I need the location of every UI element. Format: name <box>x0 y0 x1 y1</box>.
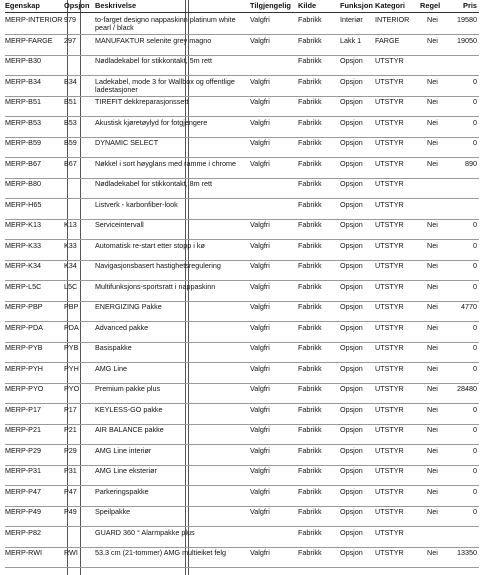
cell-opsjon: P17 <box>64 404 77 414</box>
cell-kategori: UTSTYR <box>375 466 404 475</box>
cell-pris: 0 <box>473 363 477 373</box>
header-pris: Pris <box>463 1 477 10</box>
cell-tilgjengelig: Valgfri <box>250 486 270 496</box>
cell-kilde: Fabrikk <box>298 158 322 168</box>
cell-beskrivelse: Nødladekabel for stikkontakt, 5m rett <box>95 56 213 65</box>
cell-tilgjengelig: Valgfri <box>250 76 270 86</box>
cell-kilde: Fabrikk <box>298 425 322 434</box>
cell-tilgjengelig: Valgfri <box>250 507 270 516</box>
cell-kategori: UTSTYR <box>375 158 404 168</box>
cell-pris: 0 <box>473 404 477 414</box>
cell-egenskap: MERP-P17 <box>5 404 41 414</box>
header-kategori: Kategori <box>375 1 405 10</box>
cell-pris: 0 <box>473 76 477 86</box>
header-rule <box>5 12 479 13</box>
cell-kilde: Fabrikk <box>298 15 322 24</box>
cell-opsjon: B51 <box>64 97 77 106</box>
cell-beskrivelse: Automatisk re-start etter stopp i kø <box>95 240 205 250</box>
cell-beskrivelse: to-farget designo nappaskinn platinum white pearl / black <box>95 15 236 33</box>
cell-kilde: Fabrikk <box>298 281 322 291</box>
cell-beskrivelse: Speilpakke <box>95 507 131 516</box>
cell-egenskap: MERP-P21 <box>5 425 41 434</box>
cell-opsjon: B53 <box>64 117 77 127</box>
cell-egenskap: MERP-PDA <box>5 322 43 332</box>
cell-egenskap: MERP-K34 <box>5 261 41 270</box>
cell-funksjon: Opsjon <box>340 138 363 147</box>
cell-tilgjengelig: Valgfri <box>250 138 270 147</box>
cell-pris: 0 <box>473 281 477 291</box>
cell-opsjon: RWI <box>64 548 78 557</box>
cell-beskrivelse: Akustisk kjøretøylyd for fotgjengere <box>95 117 208 127</box>
cell-funksjon: Opsjon <box>340 363 363 373</box>
cell-kilde: Fabrikk <box>298 199 322 209</box>
cell-pris: 0 <box>473 97 477 106</box>
cell-kategori: INTERIOR <box>375 15 410 24</box>
cell-kilde: Fabrikk <box>298 240 322 250</box>
cell-regel: Nei <box>427 507 438 516</box>
cell-beskrivelse: AIR BALANCE pakke <box>95 425 164 434</box>
cell-regel: Nei <box>427 15 438 24</box>
cell-funksjon: Opsjon <box>340 76 363 86</box>
cell-kategori: UTSTYR <box>375 363 404 373</box>
cell-pris: 0 <box>473 343 477 352</box>
cell-kilde: Fabrikk <box>298 117 322 127</box>
cell-funksjon: Opsjon <box>340 466 363 475</box>
row-rule <box>5 34 479 35</box>
row-rule <box>5 75 479 76</box>
cell-opsjon: K13 <box>64 220 77 229</box>
cell-regel: Nei <box>427 486 438 496</box>
cell-kilde: Fabrikk <box>298 76 322 86</box>
cell-kilde: Fabrikk <box>298 322 322 332</box>
row-rule <box>5 403 479 404</box>
cell-egenskap: MERP-P31 <box>5 466 41 475</box>
cell-kategori: UTSTYR <box>375 425 404 434</box>
cell-kategori: UTSTYR <box>375 548 404 557</box>
cell-beskrivelse: Multifunksjons-sportsratt i nappaskinn <box>95 281 216 291</box>
cell-tilgjengelig: Valgfri <box>250 322 270 332</box>
cell-pris: 28480 <box>457 384 477 393</box>
cell-kategori: UTSTYR <box>375 527 404 537</box>
cell-beskrivelse: DYNAMIC SELECT <box>95 138 159 147</box>
cell-kilde: Fabrikk <box>298 404 322 414</box>
cell-opsjon: PYO <box>64 384 80 393</box>
row-rule <box>5 116 479 117</box>
cell-kilde: Fabrikk <box>298 343 322 352</box>
cell-kilde: Fabrikk <box>298 363 322 373</box>
cell-tilgjengelig: Valgfri <box>250 281 270 291</box>
cell-regel: Nei <box>427 158 438 168</box>
cell-pris: 0 <box>473 138 477 147</box>
cell-pris: 0 <box>473 220 477 229</box>
cell-egenskap: MERP-P49 <box>5 507 41 516</box>
cell-egenskap: MERP-B53 <box>5 117 41 127</box>
cell-egenskap: MERP-INTERIOR <box>5 15 63 24</box>
cell-kategori: UTSTYR <box>375 56 404 65</box>
cell-tilgjengelig: Valgfri <box>250 220 270 229</box>
cell-tilgjengelig: Valgfri <box>250 466 270 475</box>
cell-beskrivelse: Listverk - karbonfiber-look <box>95 199 178 209</box>
cell-kilde: Fabrikk <box>298 261 322 270</box>
cell-tilgjengelig: Valgfri <box>250 261 270 270</box>
header-opsjon: Opsjon <box>64 1 90 10</box>
header-kilde: Kilde <box>298 1 317 10</box>
cell-funksjon: Opsjon <box>340 445 363 455</box>
cell-pris: 19050 <box>457 35 477 45</box>
cell-pris: 19580 <box>457 15 477 24</box>
row-rule <box>5 444 479 445</box>
cell-beskrivelse: Nøkkel i sort høyglans med ramme i chrome <box>95 158 236 168</box>
cell-beskrivelse: 53.3 cm (21-tommer) AMG multieiket felg <box>95 548 227 557</box>
cell-beskrivelse: Premium pakke plus <box>95 384 161 393</box>
cell-pris: 0 <box>473 486 477 496</box>
cell-kilde: Fabrikk <box>298 220 322 229</box>
cell-funksjon: Opsjon <box>340 97 363 106</box>
cell-funksjon: Opsjon <box>340 507 363 516</box>
cell-egenskap: MERP-L5C <box>5 281 42 291</box>
row-rule <box>5 485 479 486</box>
cell-regel: Nei <box>427 425 438 434</box>
cell-egenskap: MERP-FARGE <box>5 35 53 45</box>
cell-funksjon: Opsjon <box>340 343 363 352</box>
cell-opsjon: B59 <box>64 138 77 147</box>
cell-kilde: Fabrikk <box>298 302 322 311</box>
row-rule <box>5 362 479 363</box>
cell-beskrivelse: TIREFIT dekkreparasjonssett <box>95 97 189 106</box>
cell-pris: 0 <box>473 425 477 434</box>
header-funksjon: Funksjon <box>340 1 373 10</box>
cell-pris: 4770 <box>461 302 477 311</box>
cell-funksjon: Opsjon <box>340 117 363 127</box>
cell-regel: Nei <box>427 363 438 373</box>
row-rule <box>5 178 479 179</box>
cell-beskrivelse: Parkeringspakke <box>95 486 149 496</box>
row-rule <box>5 157 479 158</box>
cell-beskrivelse: Navigasjonsbasert hastighetsregulering <box>95 261 221 270</box>
cell-funksjon: Opsjon <box>340 56 363 65</box>
cell-egenskap: MERP-B51 <box>5 97 41 106</box>
cell-pris: 0 <box>473 240 477 250</box>
cell-regel: Nei <box>427 76 438 86</box>
cell-kategori: UTSTYR <box>375 179 404 188</box>
row-rule <box>5 526 479 527</box>
cell-kilde: Fabrikk <box>298 527 322 537</box>
cell-funksjon: Opsjon <box>340 548 363 557</box>
cell-kategori: UTSTYR <box>375 97 404 106</box>
cell-opsjon: PYB <box>64 343 79 352</box>
cell-kategori: UTSTYR <box>375 404 404 414</box>
cell-kilde: Fabrikk <box>298 445 322 455</box>
header-regel: Regel <box>420 1 441 10</box>
cell-kilde: Fabrikk <box>298 35 322 45</box>
cell-kilde: Fabrikk <box>298 384 322 393</box>
cell-regel: Nei <box>427 384 438 393</box>
cell-tilgjengelig: Valgfri <box>250 445 270 455</box>
cell-kategori: UTSTYR <box>375 220 404 229</box>
cell-kategori: FARGE <box>375 35 400 45</box>
cell-egenskap: MERP-B59 <box>5 138 41 147</box>
cell-regel: Nei <box>427 97 438 106</box>
cell-regel: Nei <box>427 404 438 414</box>
cell-egenskap: MERP-B30 <box>5 56 41 65</box>
cell-funksjon: Opsjon <box>340 240 363 250</box>
cell-opsjon: 297 <box>64 35 76 45</box>
cell-pris: 0 <box>473 445 477 455</box>
cell-funksjon: Opsjon <box>340 220 363 229</box>
cell-kategori: UTSTYR <box>375 384 404 393</box>
cell-regel: Nei <box>427 240 438 250</box>
cell-egenskap: MERP-PYH <box>5 363 43 373</box>
cell-opsjon: P31 <box>64 466 77 475</box>
cell-opsjon: P29 <box>64 445 77 455</box>
cell-tilgjengelig: Valgfri <box>250 240 270 250</box>
cell-kategori: UTSTYR <box>375 343 404 352</box>
cell-regel: Nei <box>427 548 438 557</box>
cell-funksjon: Opsjon <box>340 302 363 311</box>
cell-egenskap: MERP-P82 <box>5 527 41 537</box>
row-rule <box>5 280 479 281</box>
cell-pris: 890 <box>465 158 477 168</box>
cell-opsjon: L5C <box>64 281 78 291</box>
cell-regel: Nei <box>427 322 438 332</box>
cell-opsjon: P49 <box>64 507 77 516</box>
cell-beskrivelse: Serviceintervall <box>95 220 144 229</box>
cell-funksjon: Opsjon <box>340 261 363 270</box>
cell-kategori: UTSTYR <box>375 302 404 311</box>
cell-tilgjengelig: Valgfri <box>250 363 270 373</box>
header-egenskap: Egenskap <box>5 1 40 10</box>
cell-beskrivelse: KEYLESS-GO pakke <box>95 404 163 414</box>
cell-kategori: UTSTYR <box>375 76 404 86</box>
cell-egenskap: MERP-B34 <box>5 76 41 86</box>
cell-tilgjengelig: Valgfri <box>250 117 270 127</box>
cell-kategori: UTSTYR <box>375 507 404 516</box>
cell-tilgjengelig: Valgfri <box>250 404 270 414</box>
row-rule <box>5 321 479 322</box>
cell-kategori: UTSTYR <box>375 486 404 496</box>
cell-funksjon: Opsjon <box>340 384 363 393</box>
cell-regel: Nei <box>427 138 438 147</box>
cell-kilde: Fabrikk <box>298 56 322 65</box>
cell-kilde: Fabrikk <box>298 486 322 496</box>
cell-opsjon: P47 <box>64 486 77 496</box>
cell-kilde: Fabrikk <box>298 466 322 475</box>
cell-regel: Nei <box>427 261 438 270</box>
cell-tilgjengelig: Valgfri <box>250 97 270 106</box>
cell-beskrivelse: AMG Line interiør <box>95 445 152 455</box>
cell-funksjon: Opsjon <box>340 199 363 209</box>
cell-tilgjengelig: Valgfri <box>250 35 270 45</box>
cell-beskrivelse: Basispakke <box>95 343 132 352</box>
cell-tilgjengelig: Valgfri <box>250 158 270 168</box>
cell-funksjon: Lakk 1 <box>340 35 362 45</box>
cell-regel: Nei <box>427 466 438 475</box>
cell-beskrivelse: Nødladekabel for stikkontakt, 8m rett <box>95 179 213 188</box>
cell-kategori: UTSTYR <box>375 322 404 332</box>
row-rule <box>5 567 479 568</box>
cell-pris: 13350 <box>457 548 477 557</box>
row-rule <box>5 198 479 199</box>
cell-egenskap: MERP-RWI <box>5 548 43 557</box>
row-rule <box>5 239 479 240</box>
cell-kategori: UTSTYR <box>375 138 404 147</box>
cell-opsjon: P21 <box>64 425 77 434</box>
cell-tilgjengelig: Valgfri <box>250 548 270 557</box>
cell-tilgjengelig: Valgfri <box>250 302 270 311</box>
cell-regel: Nei <box>427 117 438 127</box>
cell-egenskap: MERP-P29 <box>5 445 41 455</box>
cell-regel: Nei <box>427 445 438 455</box>
cell-kategori: UTSTYR <box>375 281 404 291</box>
cell-kilde: Fabrikk <box>298 138 322 147</box>
cell-funksjon: Interiør <box>340 15 363 24</box>
cell-funksjon: Opsjon <box>340 425 363 434</box>
cell-beskrivelse: AMG Line eksteriør <box>95 466 157 475</box>
cell-tilgjengelig: Valgfri <box>250 384 270 393</box>
cell-kategori: UTSTYR <box>375 117 404 127</box>
cell-egenskap: MERP-B80 <box>5 179 41 188</box>
cell-beskrivelse: Advanced pakke <box>95 322 149 332</box>
cell-opsjon: PBP <box>64 302 79 311</box>
cell-pris: 0 <box>473 466 477 475</box>
cell-funksjon: Opsjon <box>340 322 363 332</box>
cell-beskrivelse: ENERGIZING Pakke <box>95 302 162 311</box>
cell-regel: Nei <box>427 343 438 352</box>
cell-funksjon: Opsjon <box>340 281 363 291</box>
cell-egenskap: MERP-P47 <box>5 486 41 496</box>
cell-opsjon: K33 <box>64 240 77 250</box>
cell-funksjon: Opsjon <box>340 486 363 496</box>
cell-beskrivelse: GUARD 360 ° Alarmpakke plus <box>95 527 195 537</box>
cell-pris: 0 <box>473 117 477 127</box>
cell-tilgjengelig: Valgfri <box>250 425 270 434</box>
cell-egenskap: MERP-B67 <box>5 158 41 168</box>
cell-opsjon: PDA <box>64 322 79 332</box>
cell-kilde: Fabrikk <box>298 97 322 106</box>
cell-egenskap: MERP-K33 <box>5 240 41 250</box>
cell-regel: Nei <box>427 220 438 229</box>
cell-beskrivelse: MANUFAKTUR selenite grey magno <box>95 35 212 45</box>
cell-opsjon: 979 <box>64 15 76 24</box>
header-beskrivelse: Beskrivelse <box>95 1 137 10</box>
cell-egenskap: MERP-K13 <box>5 220 41 229</box>
cell-funksjon: Opsjon <box>340 527 363 537</box>
cell-opsjon: K34 <box>64 261 77 270</box>
cell-pris: 0 <box>473 507 477 516</box>
cell-tilgjengelig: Valgfri <box>250 15 270 24</box>
cell-beskrivelse: AMG Line <box>95 363 127 373</box>
cell-kilde: Fabrikk <box>298 548 322 557</box>
cell-egenskap: MERP-PYO <box>5 384 44 393</box>
cell-kilde: Fabrikk <box>298 179 322 188</box>
cell-kategori: UTSTYR <box>375 445 404 455</box>
cell-regel: Nei <box>427 302 438 311</box>
cell-kategori: UTSTYR <box>375 261 404 270</box>
cell-tilgjengelig: Valgfri <box>250 343 270 352</box>
cell-egenskap: MERP-PYB <box>5 343 43 352</box>
cell-beskrivelse: Ladekabel, mode 3 for Wallbox og offentlige ladestasjoner <box>95 76 235 94</box>
cell-funksjon: Opsjon <box>340 158 363 168</box>
cell-kategori: UTSTYR <box>375 199 404 209</box>
row-rule <box>5 55 479 56</box>
cell-funksjon: Opsjon <box>340 404 363 414</box>
cell-funksjon: Opsjon <box>340 179 363 188</box>
header-tilgjengelig: Tilgjengelig <box>250 1 291 10</box>
cell-pris: 0 <box>473 261 477 270</box>
cell-regel: Nei <box>427 281 438 291</box>
cell-opsjon: PYH <box>64 363 79 373</box>
cell-kilde: Fabrikk <box>298 507 322 516</box>
cell-kategori: UTSTYR <box>375 240 404 250</box>
cell-egenskap: MERP-H65 <box>5 199 42 209</box>
cell-pris: 0 <box>473 322 477 332</box>
cell-opsjon: B67 <box>64 158 77 168</box>
cell-opsjon: B34 <box>64 76 77 86</box>
cell-egenskap: MERP-PBP <box>5 302 43 311</box>
cell-regel: Nei <box>427 35 438 45</box>
